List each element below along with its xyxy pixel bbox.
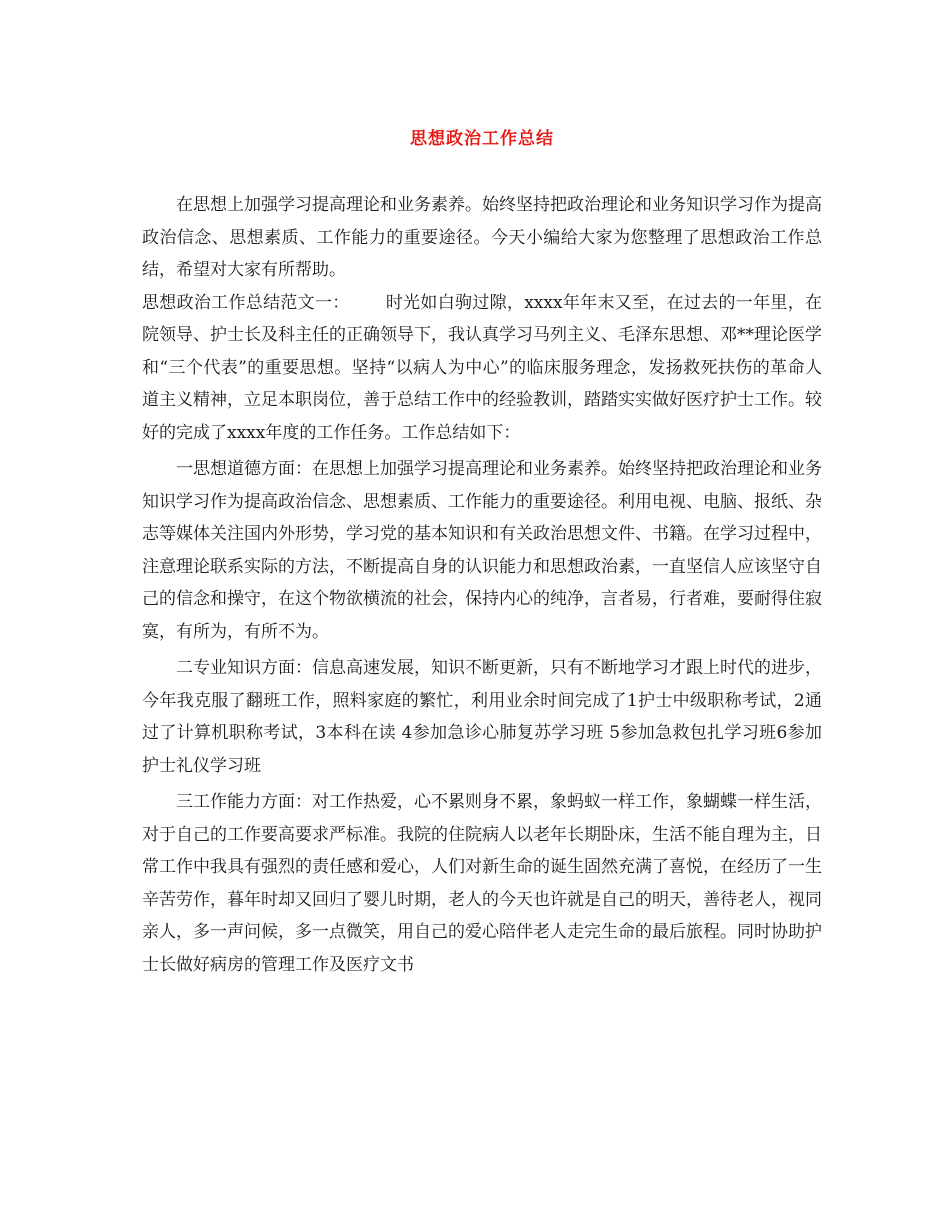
section-moral-paragraph: 一思想道德方面：在思想上加强学习提高理论和业务素养。始终坚持把政治理论和业务知识学习作为提高政治信念、思想素质、工作能力的重要途径。利用电视、电脑、报纸、杂志等媒体关注国内外形势，学习党的基本知识和有关政治思想文件、书籍。在学习过程中，注意理论联系实际的方法，不断提高自身的认识能力和思想政治素，一直坚信人应该坚守自己的信念和操守，在这个物欲横流的社会，保持内心的纯净，言者易，行者难，要耐得住寂寞，有所为，有所不为。 xyxy=(142,459,822,642)
sample-paragraph xyxy=(142,287,822,450)
sample-heading: 思想政治工作总结范文一： xyxy=(142,292,350,313)
section-knowledge-paragraph: 二专业知识方面：信息高速发展，知识不断更新，只有不断地学习才跟上时代的进步，今年我克服了翻班工作，照料家庭的繁忙，利用业余时间完成了1护士中级职称考试，2通过了计算机职称考试，3本科在读 4参加急诊心肺复苏学习班 5参加急救包扎学习班6参加护士礼仪学习班 xyxy=(142,658,822,776)
sample-intro-text: 时光如白驹过隙，xxxx年年末又至，在过去的一年里，在院领导、护士长及科主任的正确领导下，我认真学习马列主义、毛泽东思想、邓**理论医学和“三个代表”的重要思想。坚持“以病人为中心”的临床服务理念，发扬救死扶伤的革命人道主义精神，立足本职岗位，善于总结工作中的经验教训，踏踏实实做好医疗护士工作。较好的完成了xxxx年度的工作任务。工作总结如下： xyxy=(142,292,822,443)
section-ability-paragraph: 三工作能力方面：对工作热爱，心不累则身不累，象蚂蚁一样工作，象蝴蝶一样生活，对于自己的工作要高要求严标准。我院的住院病人以老年长期卧床，生活不能自理为主，日常工作中我具有强烈的责任感和爱心，人们对新生命的诞生固然充满了喜悦，在经历了一生辛苦劳作，暮年时却又回归了婴儿时期，老人的今天也许就是自己的明天，善待老人，视同亲人，多一声问候，多一点微笑，用自己的爱心陪伴老人走完生命的最后旅程。同时协助护士长做好病房的管理工作及医疗文书 xyxy=(142,792,822,975)
intro-paragraph: 在思想上加强学习提高理论和业务素养。始终坚持把政治理论和业务知识学习作为提高政治信念、思想素质、工作能力的重要途径。今天小编给大家为您整理了思想政治工作总结，希望对大家有所帮助。 xyxy=(142,195,822,280)
document-body xyxy=(142,189,822,981)
document-title: 思想政治工作总结 xyxy=(410,129,554,149)
